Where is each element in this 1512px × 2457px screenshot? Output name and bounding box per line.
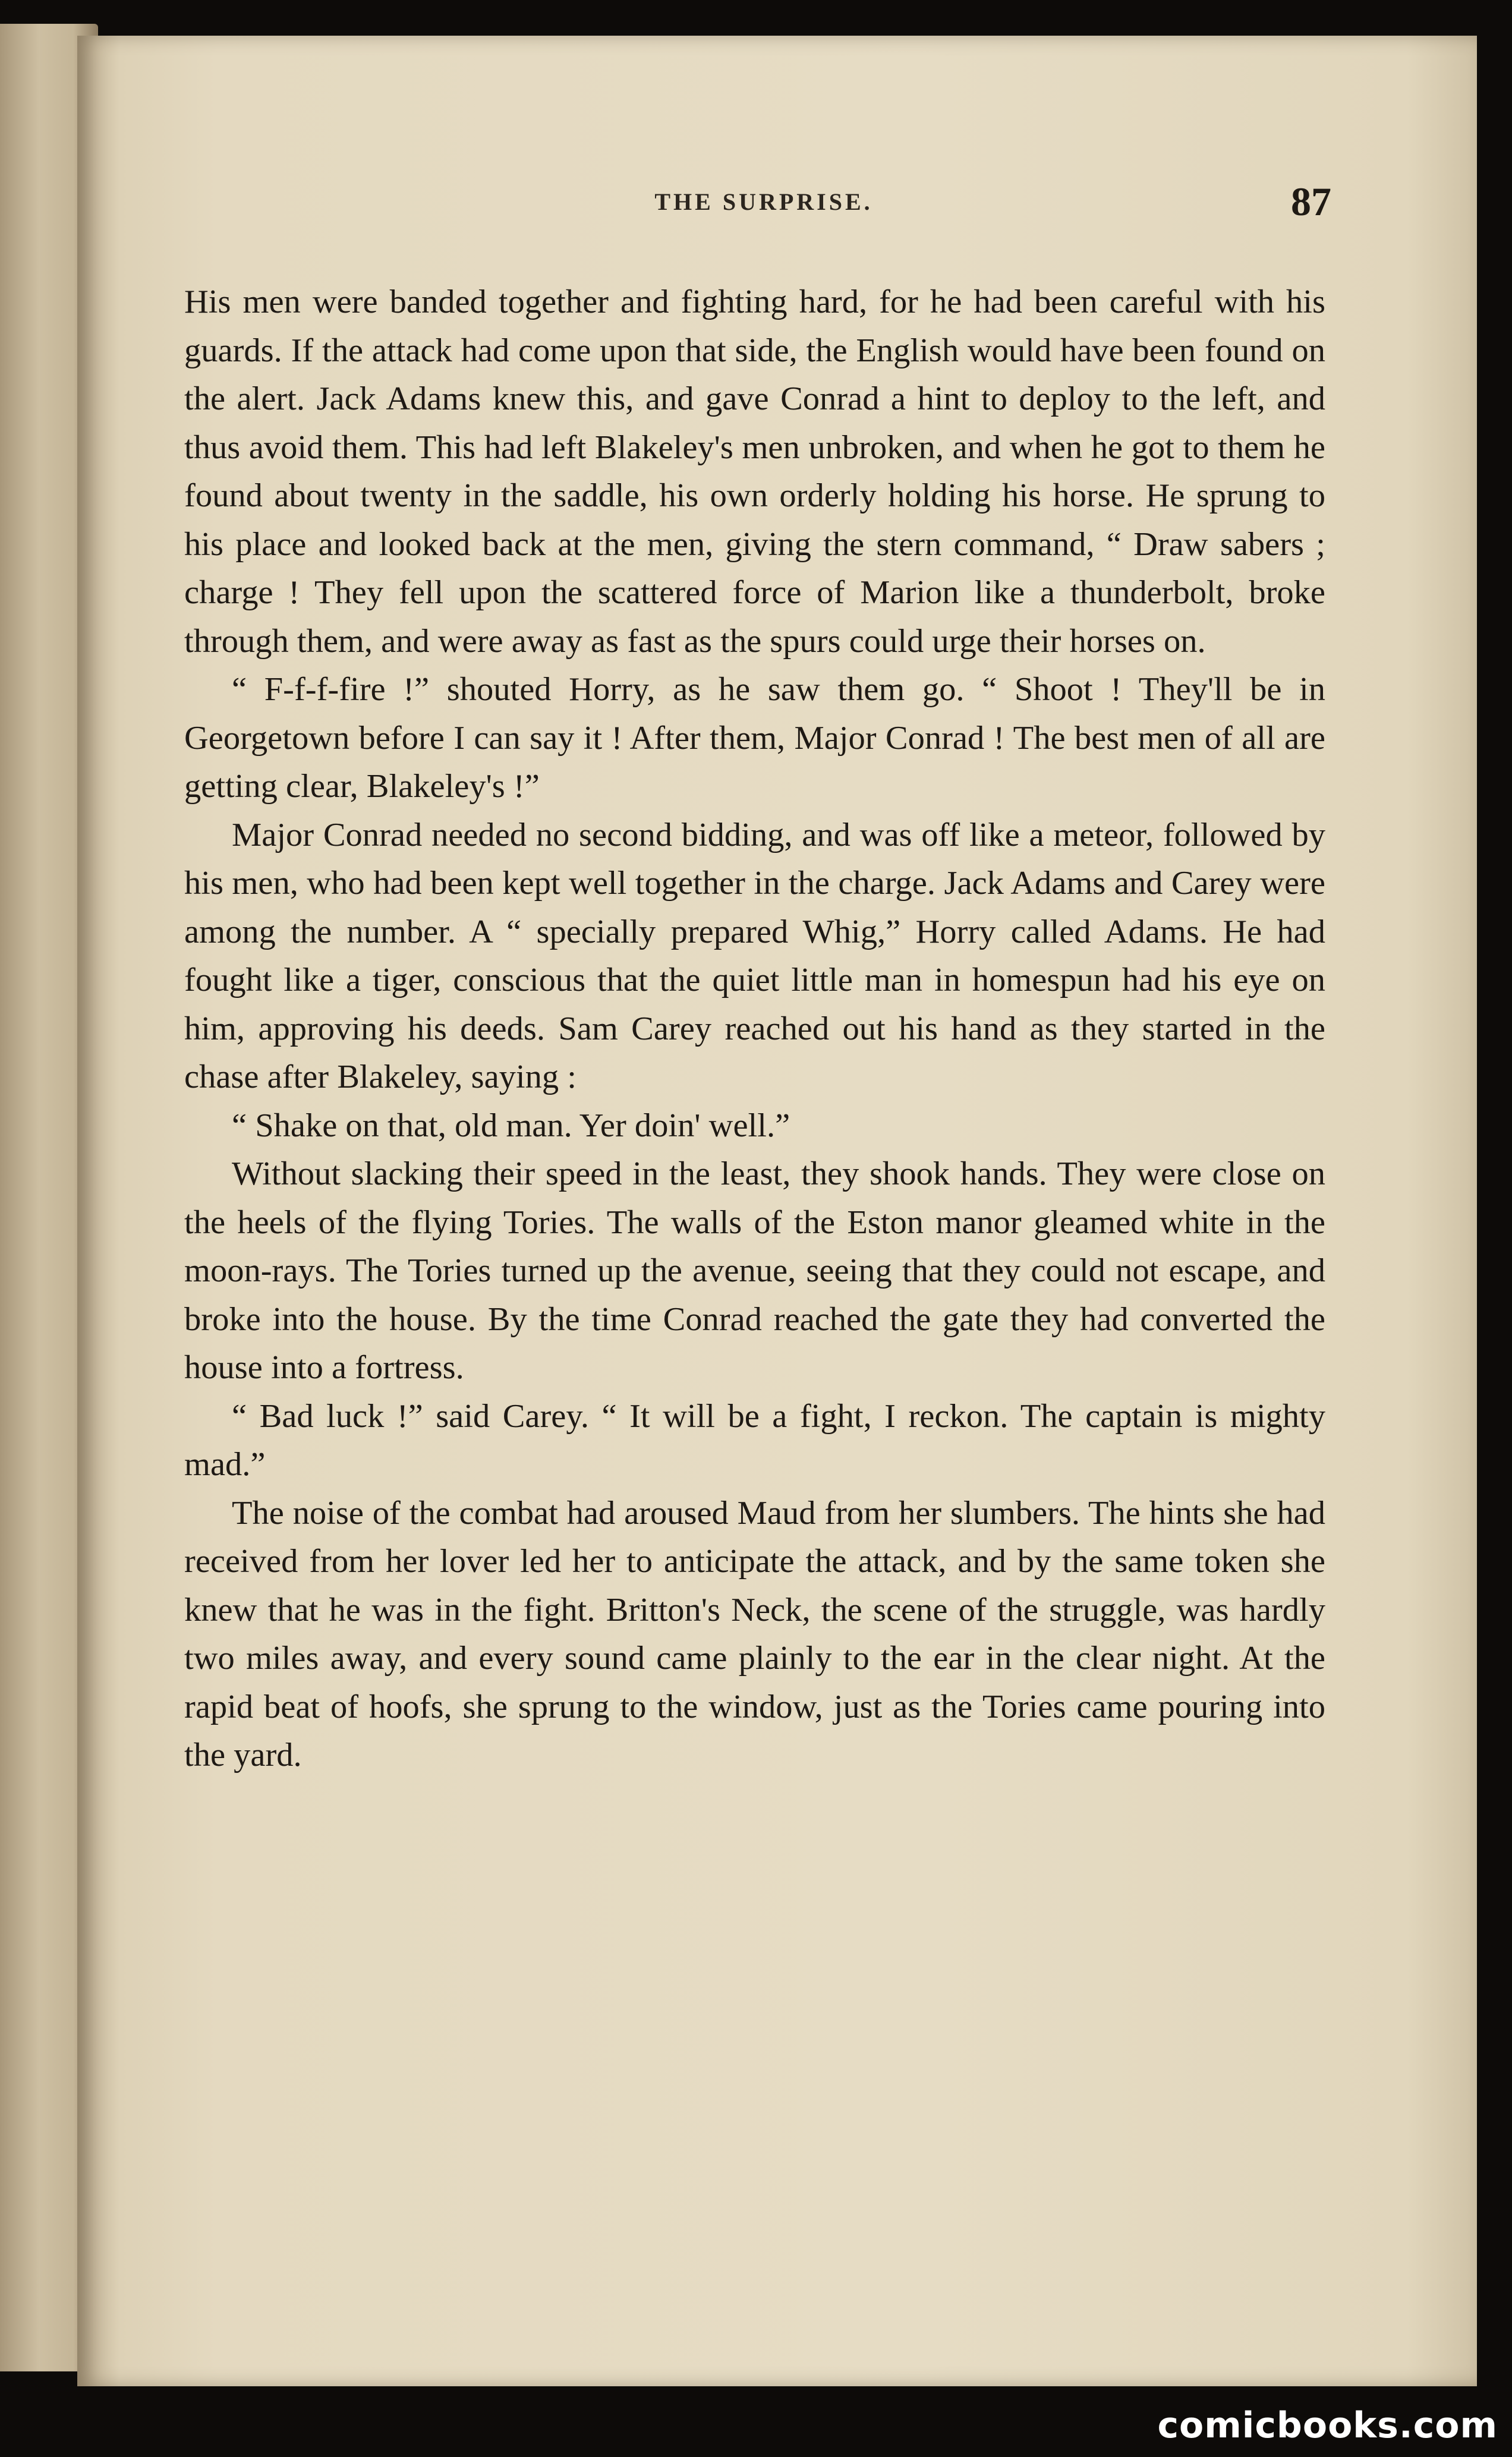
paragraph-5: Without slacking their speed in the least, they shook hands. They were close on the heels of the flying Tories. The walls of the Eston manor gleamed white in the moon-rays. The Tories turned up the avenue, seeing that they could not escape, and broke into the house. By the time Conrad reached the gate they had converted the house into a fortress. — [184, 1155, 1325, 1386]
body-text — [184, 278, 1325, 1780]
paragraph-6: “ Bad luck !” said Carey. “ It will be a fight, I reckon. The captain is mighty mad.” — [184, 1397, 1325, 1483]
paragraph-7: The noise of the combat had aroused Maud from her slumbers. The hints she had received from her lover led her to anticipate the attack, and by the same token she knew that he was in the fight. Britton's Neck, the scene of the struggle, was hardly two miles away, and every sound came plainly to the ear in the clear night. At the rapid beat of hoofs, she sprung to the window, just as the Tories came pouring into the yard. — [184, 1494, 1325, 1774]
paragraph-2: “ F-f-f-fire !” shouted Horry, as he saw them go. “ Shoot ! They'll be in Georgetown before I can say it ! After them, Major Conrad ! The best men of all are getting clear, Blakeley's !” — [184, 671, 1325, 805]
page-number: 87 — [1291, 179, 1331, 224]
paragraph-4: “ Shake on that, old man. Yer doin' well.” — [232, 1107, 790, 1144]
paragraph-3: Major Conrad needed no second bidding, and was off like a meteor, followed by his men, who had been kept well together in the charge. Jack Adams and Carey were among the number. A “ specially prepared Whig,” Horry called Adams. He had fought like a tiger, conscious that the quiet little man in homespun had his eye on him, approving his deeds. Sam Carey reached out his hand as they started in the chase after Blakeley, saying : — [184, 816, 1325, 1095]
paragraph-1: His men were banded together and fighting hard, for he had been careful with his guards. If the attack had come upon that side, the English would have been found on the alert. Jack Adams knew this, and gave Conrad a hint to deploy to the left, and thus avoid them. This had left Blakeley's men unbroken, and when he got to them he found about twenty in the saddle, his own orderly holding his horse. He sprung to his place and looked back at the men, giving the stern command, “ Draw sabers ; charge ! They fell upon the scattered force of Marion like a thunderbolt, broke through them, and were away as fast as the spurs could urge their horses on. — [184, 284, 1325, 660]
watermark: comicbooks.com — [1157, 2405, 1498, 2446]
running-head: THE SURPRISE. — [654, 188, 873, 215]
page-header — [196, 178, 1331, 232]
